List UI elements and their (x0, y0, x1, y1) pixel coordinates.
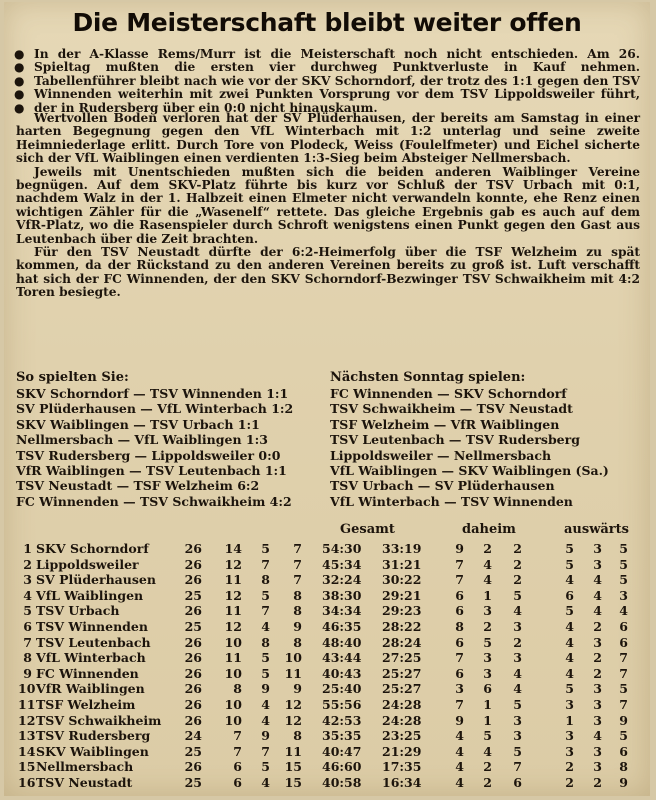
draws: 4 (261, 619, 270, 634)
away-losses: 9 (619, 775, 628, 790)
games-played: 25 (184, 775, 202, 790)
points: 23:25 (382, 728, 422, 744)
fixture-line: TSV Schwaikheim — TSV Neustadt (330, 401, 573, 417)
home-draws: 3 (483, 603, 492, 619)
away-wins: 3 (565, 728, 574, 744)
header-away: auswärts (564, 522, 629, 537)
table-row (4, 619, 650, 635)
home-losses: 2 (513, 556, 522, 572)
losses: 11 (284, 665, 302, 681)
away-wins: 4 (565, 634, 574, 650)
article-paragraph: Jeweils mit Unentschieden mußten sich die beiden anderen Waiblinger Vereine begnügen. Auf dem SKV-Platz führte bis kurz vor Schluß der TSV Urbach mit 0:1, nachdem Walz in der 1. Halbzeit einen Elmeter nicht verwandeln konnte, ehe Renz einen wichtigen Zähler für die „Wasenelf“ rettete. Das gleiche Ergebnis gab es auch auf dem VfR-Platz, wo die Rasenspieler durch Schroft wenigstens einen Punkt gegen den Gast aus Leutenbach über die Zeit brachten. (16, 164, 640, 246)
games-played: 26 (184, 712, 202, 728)
losses: 8 (293, 587, 302, 603)
away-draws: 3 (593, 759, 602, 775)
games-played: 26 (184, 556, 202, 572)
newspaper-clipping (4, 2, 650, 796)
home-losses: 6 (513, 775, 522, 790)
result-line: TSV Neustadt — TSF Welzheim 6:2 (16, 478, 260, 494)
games-played: 25 (184, 743, 202, 759)
away-losses: 6 (619, 743, 628, 759)
team-name: VfL Waiblingen (36, 587, 144, 603)
home-losses: 5 (513, 697, 522, 712)
table-row (4, 713, 650, 729)
away-wins: 5 (565, 541, 574, 556)
home-losses: 2 (513, 541, 522, 556)
article-paragraph: Für den TSV Neustadt dürfte der 6:2-Heimerfolg über die TSF Welzheim zu spät kommen, da der Rückstand zu den anderen Vereinen bereits zu groß ist. Luft verschafft hat sich der FC Winnenden, der den SKV Schorndorf-Bezwinger TSV Schwaikheim mit 4:2 Toren besiegte. (16, 245, 640, 300)
draws: 5 (261, 665, 270, 681)
draws: 5 (261, 759, 270, 775)
home-wins: 7 (455, 697, 464, 712)
position: 13 (18, 728, 36, 744)
wins: 12 (224, 619, 242, 634)
games-played: 26 (184, 634, 202, 650)
away-wins: 4 (565, 665, 574, 681)
fixture-line: Lippoldsweiler — Nellmersbach (330, 447, 552, 463)
table-row (4, 572, 650, 588)
home-wins: 7 (455, 572, 464, 588)
home-draws: 4 (483, 556, 492, 572)
home-draws: 1 (483, 712, 492, 728)
away-wins: 6 (565, 587, 574, 603)
team-name: TSV Leutenbach (36, 634, 151, 650)
points: 29:23 (382, 603, 422, 619)
draws: 5 (261, 541, 270, 556)
draws: 5 (261, 587, 270, 603)
team-name: TSV Winnenden (36, 619, 148, 634)
draws: 9 (261, 681, 270, 697)
draws: 8 (261, 634, 270, 650)
home-losses: 5 (513, 743, 522, 759)
team-name: TSF Welzheim (36, 697, 136, 712)
table-row (4, 588, 650, 604)
away-draws: 4 (593, 572, 602, 588)
home-draws: 2 (483, 775, 492, 790)
table-row (4, 728, 650, 744)
table-row (4, 775, 650, 791)
bullet-icon: ● (14, 87, 25, 101)
away-losses: 5 (619, 572, 628, 588)
table-row (4, 541, 650, 557)
position: 1 (23, 541, 32, 556)
wins: 12 (224, 556, 242, 572)
away-losses: 5 (619, 556, 628, 572)
wins: 12 (224, 587, 242, 603)
draws: 5 (261, 650, 270, 666)
fixture-line: VfL Winterbach — TSV Winnenden (330, 493, 573, 509)
team-name: SV Plüderhausen (36, 572, 156, 588)
away-losses: 5 (619, 541, 628, 556)
losses: 7 (293, 556, 302, 572)
goals: 42:53 (322, 712, 362, 728)
draws: 4 (261, 712, 270, 728)
goals: 54:30 (322, 541, 362, 556)
team-name: TSV Neustadt (36, 775, 133, 790)
wins: 10 (224, 665, 242, 681)
home-draws: 2 (483, 619, 492, 634)
home-losses: 4 (513, 603, 522, 619)
position: 12 (18, 712, 36, 728)
losses: 7 (293, 572, 302, 588)
losses: 10 (284, 650, 302, 666)
position: 10 (18, 681, 36, 697)
away-losses: 9 (619, 712, 628, 728)
goals: 38:30 (322, 587, 362, 603)
losses: 12 (284, 697, 302, 712)
goals: 46:60 (322, 759, 362, 775)
away-draws: 4 (593, 728, 602, 744)
games-played: 26 (184, 572, 202, 588)
position: 15 (18, 759, 36, 775)
article-paragraph: Wertvollen Boden verloren hat der SV Plüderhausen, der bereits am Samstag in einer harten Begegnung gegen den VfL Winterbach mit 1:2 unterlag und seine zweite Heimniederlage erlitt. Durch Tore von Plodeck, Weiss (Foulelfmeter) und Eichel sicherte sich der VfL Waiblingen einen verdienten 1:3-Sieg beim Absteiger Nellmersbach. (16, 111, 640, 166)
home-losses: 4 (513, 681, 522, 697)
away-wins: 5 (565, 681, 574, 697)
home-wins: 6 (455, 603, 464, 619)
losses: 15 (284, 759, 302, 775)
home-draws: 3 (483, 650, 492, 666)
away-losses: 7 (619, 650, 628, 666)
points: 27:25 (382, 650, 422, 666)
lead-text: In der A-Klasse Rems/Murr ist die Meisterschaft noch nicht entschieden. Am 26. Spieltag mußten die ersten vier durchweg Punktverluste in Kauf nehmen. Tabellenführer bleibt nach wie vor der SKV Schorndorf, der trotz des 1:1 gegen den TSV Winnenden weiterhin mit zwei Punkten Vorsprung vor dem TSV Lippoldsweiler führt, der in Rudersberg über ein 0:0 nicht hinauskaum. (34, 47, 640, 115)
points: 28:22 (382, 619, 422, 634)
home-draws: 2 (483, 759, 492, 775)
position: 9 (23, 665, 32, 681)
wins: 10 (224, 634, 242, 650)
losses: 8 (293, 634, 302, 650)
away-wins: 1 (565, 712, 574, 728)
wins: 6 (233, 775, 242, 790)
team-name: FC Winnenden (36, 665, 139, 681)
games-played: 26 (184, 697, 202, 712)
wins: 11 (224, 650, 242, 666)
away-losses: 6 (619, 619, 628, 634)
team-name: TSV Urbach (36, 603, 120, 619)
away-losses: 3 (619, 587, 628, 603)
result-line: SKV Schorndorf — TSV Winnenden 1:1 (16, 386, 289, 401)
away-losses: 5 (619, 728, 628, 744)
position: 3 (23, 572, 32, 588)
position: 4 (23, 587, 32, 603)
home-draws: 3 (483, 665, 492, 681)
draws: 7 (261, 743, 270, 759)
goals: 55:56 (322, 697, 362, 712)
bullet-icon: ● (14, 74, 25, 88)
home-losses: 3 (513, 619, 522, 634)
away-draws: 3 (593, 556, 602, 572)
away-wins: 2 (565, 775, 574, 790)
points: 16:34 (382, 775, 422, 790)
article-body (16, 112, 640, 300)
home-losses: 5 (513, 587, 522, 603)
position: 7 (23, 634, 32, 650)
goals: 43:44 (322, 650, 362, 666)
fixture-line: VfL Waiblingen — SKV Waiblingen (Sa.) (330, 463, 609, 479)
away-draws: 3 (593, 541, 602, 556)
points: 25:27 (382, 665, 422, 681)
home-wins: 6 (455, 587, 464, 603)
draws: 7 (261, 603, 270, 619)
home-wins: 6 (455, 665, 464, 681)
wins: 6 (233, 759, 242, 775)
away-draws: 3 (593, 743, 602, 759)
losses: 9 (293, 619, 302, 634)
goals: 40:47 (322, 743, 362, 759)
home-draws: 1 (483, 587, 492, 603)
home-wins: 9 (455, 541, 464, 556)
losses: 15 (284, 775, 302, 790)
games-played: 26 (184, 759, 202, 775)
headline: Die Meisterschaft bleibt weiter offen (72, 8, 582, 37)
games-played: 26 (184, 650, 202, 666)
position: 2 (23, 556, 32, 572)
draws: 4 (261, 775, 270, 790)
result-line: SKV Waiblingen — TSV Urbach 1:1 (16, 416, 260, 432)
wins: 8 (233, 681, 242, 697)
table-row (4, 697, 650, 713)
team-name: TSV Rudersberg (36, 728, 151, 744)
games-played: 25 (184, 619, 202, 634)
games-played: 24 (184, 728, 202, 744)
losses: 9 (293, 681, 302, 697)
games-played: 25 (184, 587, 202, 603)
home-wins: 4 (455, 743, 464, 759)
home-draws: 1 (483, 697, 492, 712)
home-wins: 9 (455, 712, 464, 728)
draws: 8 (261, 572, 270, 588)
home-draws: 2 (483, 541, 492, 556)
points: 28:24 (382, 634, 422, 650)
goals: 48:40 (322, 634, 362, 650)
away-draws: 4 (593, 587, 602, 603)
home-wins: 7 (455, 650, 464, 666)
results-heading: So spielten Sie: (16, 370, 129, 385)
home-draws: 5 (483, 728, 492, 744)
result-line: FC Winnenden — TSV Schwaikheim 4:2 (16, 493, 292, 509)
team-name: TSV Schwaikheim (36, 712, 162, 728)
home-draws: 6 (483, 681, 492, 697)
fixture-line: TSV Urbach — SV Plüderhausen (330, 478, 555, 494)
away-draws: 3 (593, 634, 602, 650)
position: 14 (18, 743, 36, 759)
home-losses: 3 (513, 712, 522, 728)
losses: 8 (293, 728, 302, 744)
home-draws: 4 (483, 572, 492, 588)
away-wins: 4 (565, 650, 574, 666)
points: 17:35 (382, 759, 422, 775)
away-losses: 8 (619, 759, 628, 775)
standings-table (4, 522, 650, 792)
wins: 11 (224, 572, 242, 588)
away-draws: 3 (593, 712, 602, 728)
away-losses: 5 (619, 681, 628, 697)
points: 29:21 (382, 587, 422, 603)
goals: 35:35 (322, 728, 362, 744)
table-row (4, 759, 650, 775)
games-played: 26 (184, 681, 202, 697)
result-line: VfR Waiblingen — TSV Leutenbach 1:1 (16, 463, 287, 479)
wins: 10 (224, 712, 242, 728)
points: 24:28 (382, 712, 422, 728)
away-draws: 4 (593, 603, 602, 619)
away-draws: 3 (593, 697, 602, 712)
table-row (4, 666, 650, 682)
wins: 14 (224, 541, 242, 556)
away-wins: 5 (565, 603, 574, 619)
position: 16 (18, 775, 36, 790)
away-wins: 4 (565, 572, 574, 588)
home-draws: 5 (483, 634, 492, 650)
position: 8 (23, 650, 32, 666)
team-name: Nellmersbach (36, 759, 134, 775)
table-row (4, 650, 650, 666)
bullet-icon: ● (14, 47, 25, 61)
home-wins: 6 (455, 634, 464, 650)
result-line: Nellmersbach — VfL Waiblingen 1:3 (16, 432, 268, 448)
away-wins: 3 (565, 743, 574, 759)
away-wins: 3 (565, 697, 574, 712)
home-losses: 2 (513, 634, 522, 650)
goals: 25:40 (322, 681, 362, 697)
team-name: SKV Schorndorf (36, 541, 149, 556)
position: 5 (23, 603, 32, 619)
away-draws: 2 (593, 650, 602, 666)
points: 21:29 (382, 743, 422, 759)
games-played: 26 (184, 665, 202, 681)
losses: 11 (284, 743, 302, 759)
next-games-list (330, 386, 609, 509)
losses: 8 (293, 603, 302, 619)
bullet-icon: ● (14, 60, 25, 74)
position: 11 (18, 697, 36, 712)
result-line: SV Plüderhausen — VfL Winterbach 1:2 (16, 401, 294, 417)
goals: 46:35 (322, 619, 362, 634)
header-total: Gesamt (340, 522, 395, 537)
fixture-line: TSV Leutenbach — TSV Rudersberg (330, 432, 580, 448)
table-row (4, 635, 650, 651)
away-losses: 7 (619, 697, 628, 712)
away-losses: 7 (619, 665, 628, 681)
away-draws: 2 (593, 665, 602, 681)
home-losses: 3 (513, 728, 522, 744)
away-wins: 2 (565, 759, 574, 775)
points: 33:19 (382, 541, 422, 556)
lead-paragraph (14, 48, 640, 115)
home-wins: 8 (455, 619, 464, 634)
table-row (4, 681, 650, 697)
away-draws: 2 (593, 619, 602, 634)
goals: 40:43 (322, 665, 362, 681)
wins: 7 (233, 728, 242, 744)
team-name: VfL Winterbach (36, 650, 146, 666)
home-draws: 4 (483, 743, 492, 759)
goals: 45:34 (322, 556, 362, 572)
home-wins: 4 (455, 759, 464, 775)
points: 31:21 (382, 556, 422, 572)
home-losses: 2 (513, 572, 522, 588)
table-row (4, 744, 650, 760)
home-wins: 3 (455, 681, 464, 697)
position: 6 (23, 619, 32, 634)
away-losses: 6 (619, 634, 628, 650)
wins: 7 (233, 743, 242, 759)
losses: 12 (284, 712, 302, 728)
team-name: VfR Waiblingen (36, 681, 145, 697)
draws: 7 (261, 556, 270, 572)
header-home: daheim (462, 522, 516, 537)
table-row (4, 603, 650, 619)
home-wins: 4 (455, 775, 464, 790)
points: 25:27 (382, 681, 422, 697)
fixture-line: FC Winnenden — SKV Schorndorf (330, 386, 567, 401)
games-played: 26 (184, 603, 202, 619)
away-losses: 4 (619, 603, 628, 619)
results-list (16, 386, 293, 509)
wins: 11 (224, 603, 242, 619)
home-wins: 7 (455, 556, 464, 572)
home-losses: 4 (513, 665, 522, 681)
goals: 34:34 (322, 603, 362, 619)
wins: 10 (224, 697, 242, 712)
home-losses: 3 (513, 650, 522, 666)
fixture-line: TSF Welzheim — VfR Waiblingen (330, 416, 560, 432)
draws: 9 (261, 728, 270, 744)
losses: 7 (293, 541, 302, 556)
points: 24:28 (382, 697, 422, 712)
next-games-heading: Nächsten Sonntag spielen: (330, 370, 526, 385)
away-draws: 2 (593, 775, 602, 790)
goals: 32:24 (322, 572, 362, 588)
goals: 40:58 (322, 775, 362, 790)
away-wins: 4 (565, 619, 574, 634)
result-line: TSV Rudersberg — Lippoldsweiler 0:0 (16, 447, 281, 463)
team-name: SKV Waiblingen (36, 743, 149, 759)
points: 30:22 (382, 572, 422, 588)
games-played: 26 (184, 541, 202, 556)
draws: 4 (261, 697, 270, 712)
team-name: Lippoldsweiler (36, 556, 139, 572)
home-losses: 7 (513, 759, 522, 775)
bullet-icon: ● (14, 101, 25, 115)
away-draws: 3 (593, 681, 602, 697)
home-wins: 4 (455, 728, 464, 744)
table-row (4, 557, 650, 573)
away-wins: 5 (565, 556, 574, 572)
